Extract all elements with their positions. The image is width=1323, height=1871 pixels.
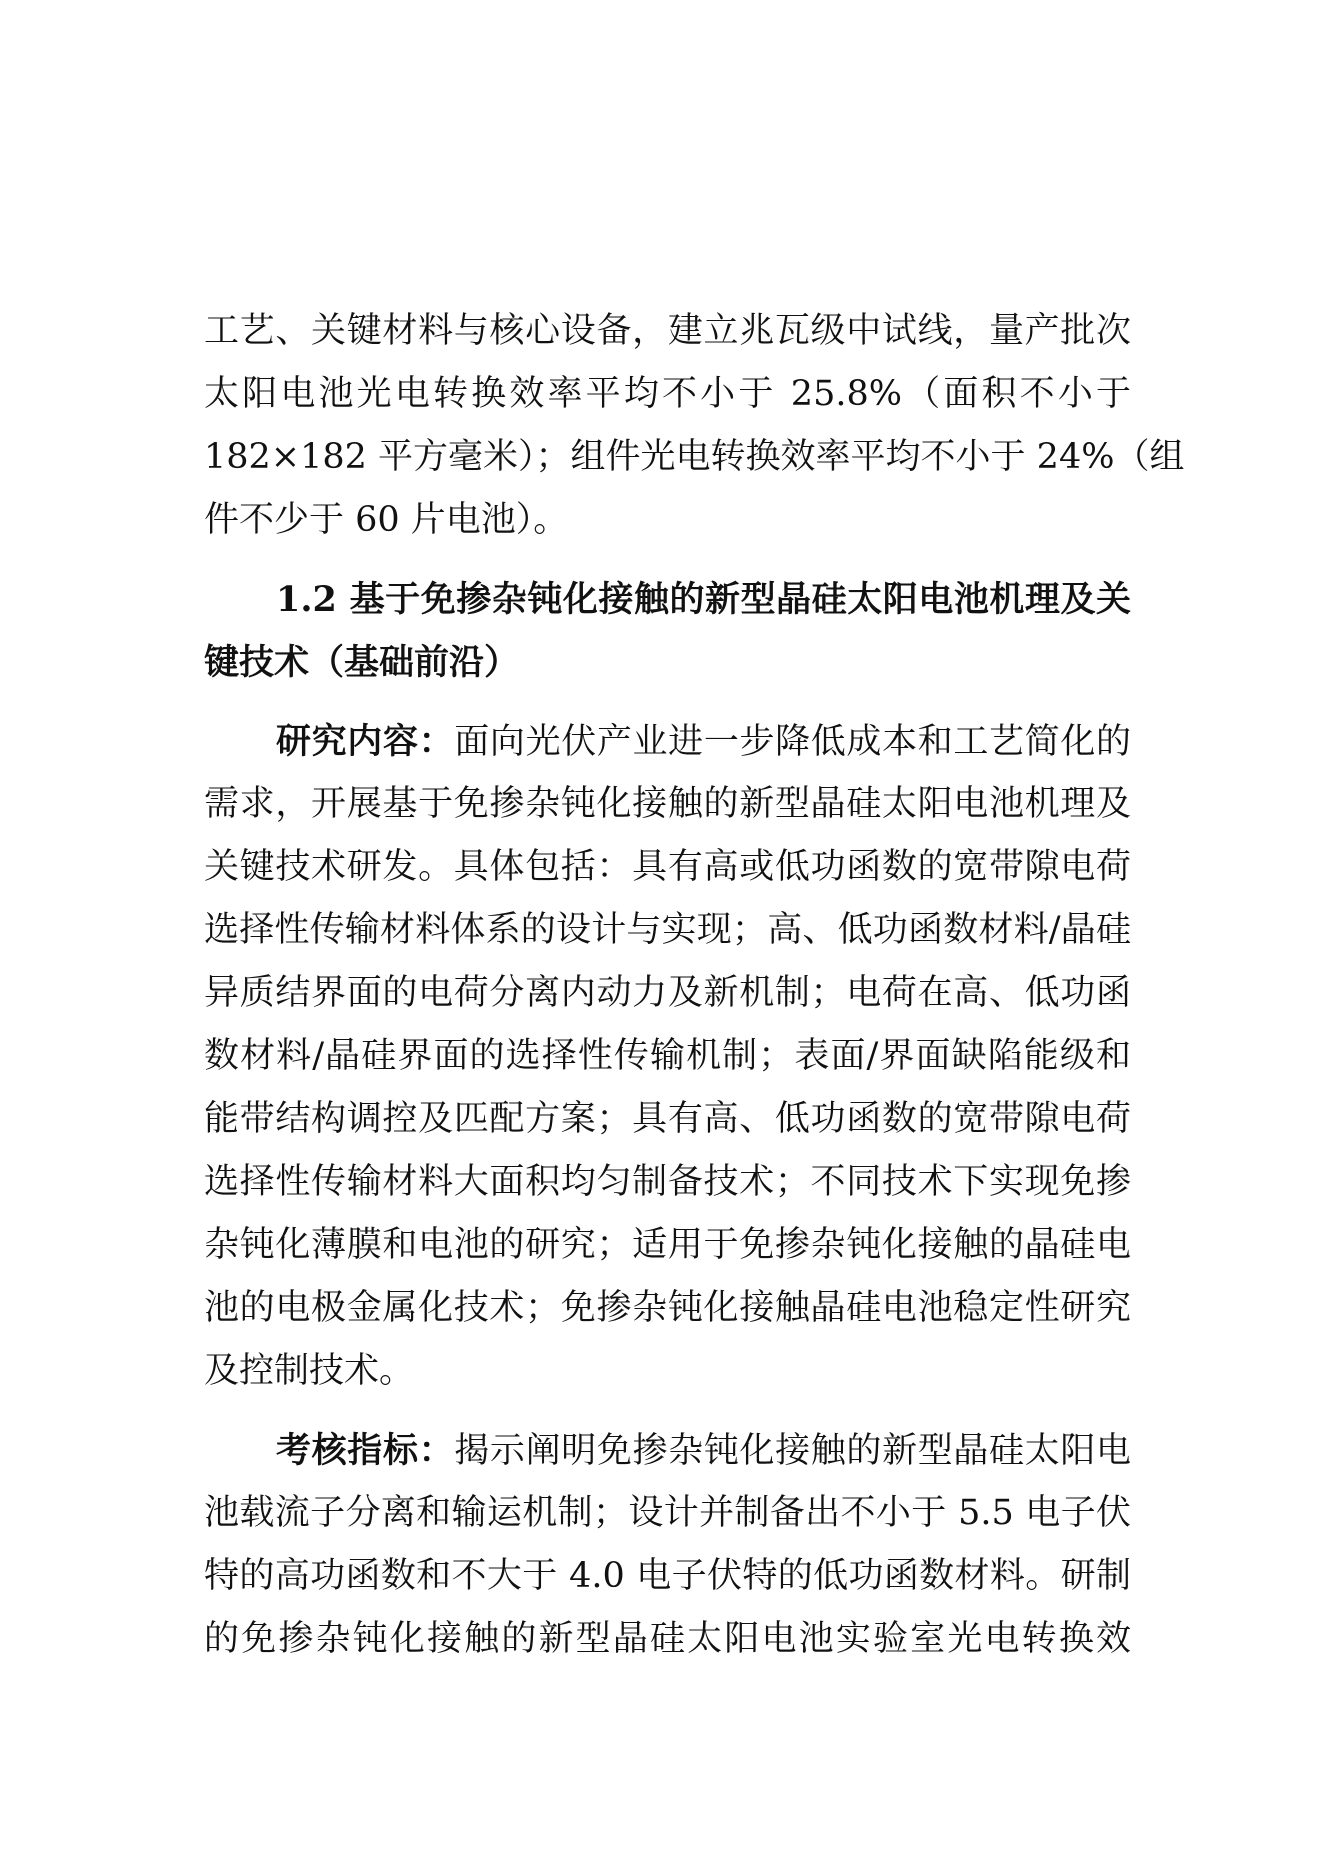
line-text: 工艺、关键材料与核心设备，建立兆瓦级中试线，量产批次	[204, 311, 1131, 351]
line-text: 的免掺杂钝化接触的新型晶硅太阳电池实验室光电转换效	[204, 1619, 1131, 1659]
line-text: 池载流子分离和输运机制；设计并制备出不小于 5.5 电子伏	[204, 1493, 1131, 1533]
paragraph-label: 考核指标：	[276, 1430, 455, 1471]
line-text: 及控制技术。	[204, 1351, 415, 1391]
line-text: 件不少于 60 片电池）。	[204, 500, 569, 540]
section-heading	[204, 568, 1131, 694]
line-text: 数材料/晶硅界面的选择性传输机制；表面/界面缺陷能级和	[204, 1036, 1131, 1076]
text-line	[204, 836, 1131, 899]
text-line	[204, 300, 1131, 363]
text-line	[204, 1608, 1131, 1671]
line-text: 池的电极金属化技术；免掺杂钝化接触晶硅电池稳定性研究	[204, 1288, 1131, 1328]
text-line	[204, 1419, 1131, 1482]
text-line	[204, 631, 1131, 694]
document-body	[204, 300, 1185, 1687]
text-line	[204, 1482, 1131, 1545]
paragraph	[204, 1419, 1131, 1671]
text-line	[204, 1277, 1131, 1340]
paragraph	[204, 710, 1131, 1403]
text-line	[204, 1214, 1131, 1277]
paragraph-label: 研究内容：	[276, 721, 455, 762]
line-text: 键技术（基础前沿）	[204, 642, 520, 683]
line-text: 太阳电池光电转换效率平均不小于 25.8%（面积不小于	[204, 374, 1131, 414]
text-line	[204, 710, 1131, 773]
line-text: 选择性传输材料大面积均匀制备技术；不同技术下实现免掺	[204, 1162, 1131, 1202]
text-line	[204, 1151, 1131, 1214]
paragraph	[204, 300, 1185, 552]
text-line	[204, 899, 1131, 962]
line-text: 需求，开展基于免掺杂钝化接触的新型晶硅太阳电池机理及	[204, 784, 1131, 824]
line-text: 揭示阐明免掺杂钝化接触的新型晶硅太阳电	[454, 1431, 1131, 1471]
text-line	[204, 1545, 1131, 1608]
line-text: 选择性传输材料体系的设计与实现；高、低功函数材料/晶硅	[204, 910, 1131, 950]
text-line	[204, 1088, 1131, 1151]
line-text: 1.2 基于免掺杂钝化接触的新型晶硅太阳电池机理及关	[276, 579, 1131, 620]
text-line	[204, 773, 1131, 836]
text-line	[204, 489, 1131, 552]
text-line	[204, 426, 1185, 489]
text-line	[204, 1340, 1131, 1403]
text-line	[204, 962, 1131, 1025]
text-line	[204, 568, 1131, 631]
line-text: 特的高功函数和不大于 4.0 电子伏特的低功函数材料。研制	[204, 1556, 1131, 1596]
line-text: 杂钝化薄膜和电池的研究；适用于免掺杂钝化接触的晶硅电	[204, 1225, 1131, 1265]
text-line	[204, 363, 1131, 426]
line-text: 面向光伏产业进一步降低成本和工艺简化的	[454, 722, 1131, 762]
line-text: 能带结构调控及匹配方案；具有高、低功函数的宽带隙电荷	[204, 1099, 1131, 1139]
text-line	[204, 1025, 1131, 1088]
line-text: 182×182 平方毫米）；组件光电转换效率平均不小于 24%（组	[204, 437, 1185, 477]
line-text: 异质结界面的电荷分离内动力及新机制；电荷在高、低功函	[204, 973, 1131, 1013]
line-text: 关键技术研发。具体包括：具有高或低功函数的宽带隙电荷	[204, 847, 1131, 887]
